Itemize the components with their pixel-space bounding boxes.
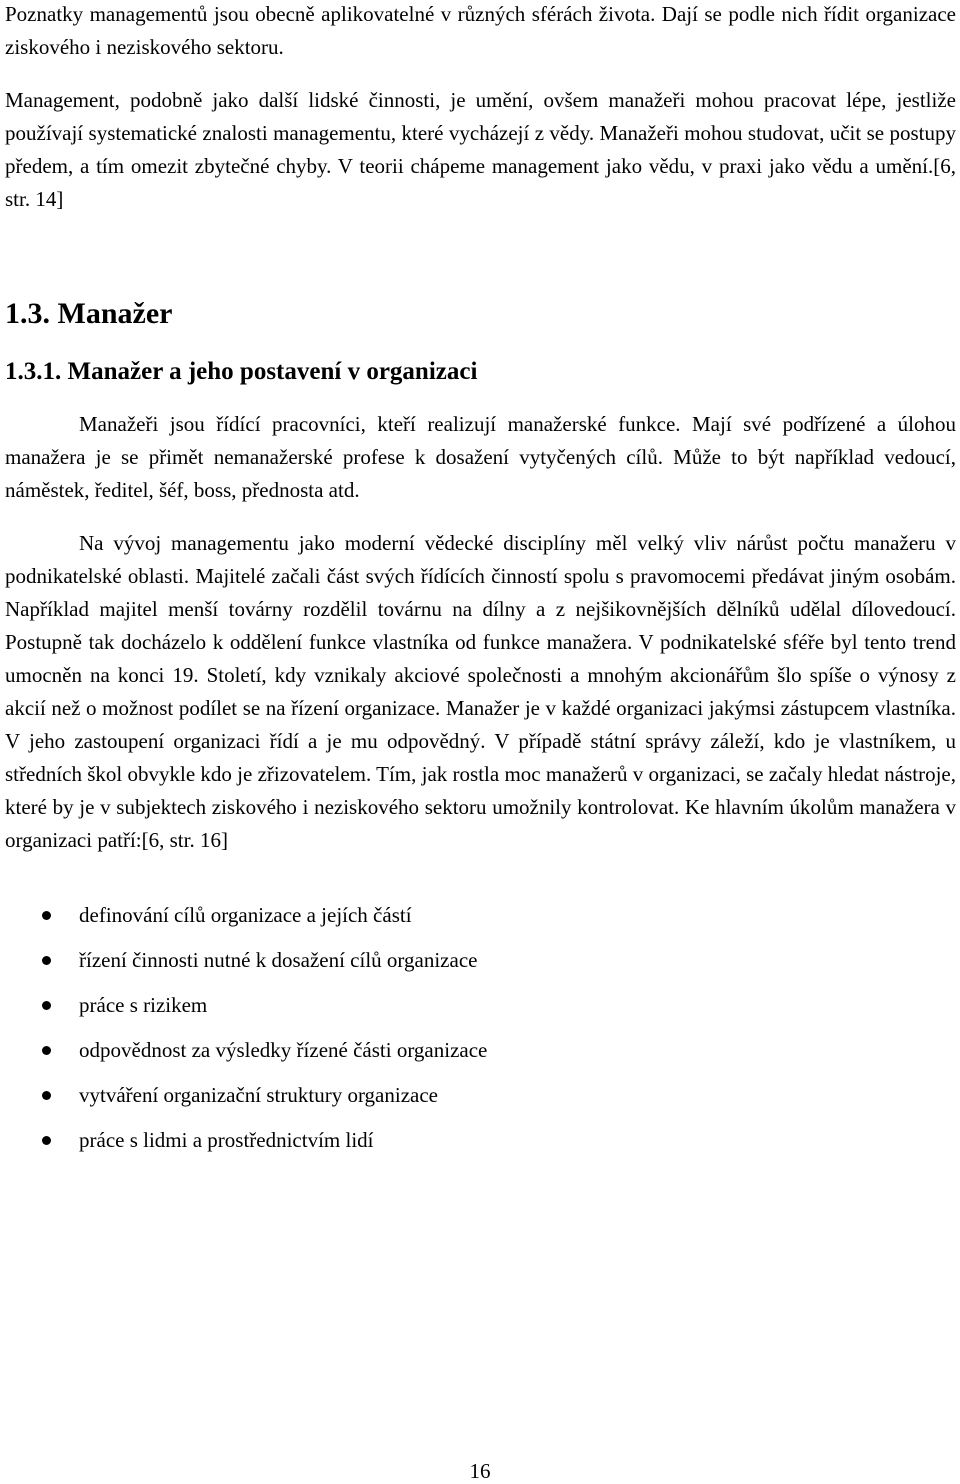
bullet-icon [42, 1046, 51, 1055]
list-item: práce s lidmi a prostřednictvím lidí [5, 1118, 956, 1163]
list-item: práce s rizikem [5, 983, 956, 1028]
document-page [5, 0, 956, 1163]
bullet-icon [42, 1001, 51, 1010]
paragraph-intro: Poznatky managementů jsou obecně aplikovatelné v různých sférách života. Dají se podle nich řídit organizace ziskového i neziskového sektoru. [5, 2, 956, 59]
subsection-heading: 1.3.1. Manažer a jeho postavení v organizaci [5, 358, 478, 385]
paragraph-managers: Manažeři jsou řídící pracovníci, kteří realizují manažerské funkce. Mají své podřízené a úlohou manažera je se přimět nemanažerské profese k dosažení vytyčených cílů. Může to být například vedoucí, náměstek, ředitel, šéf, boss, přednosta atd. [5, 412, 956, 502]
paragraph-management-art: Management, podobně jako další lidské činnosti, je umění, ovšem manažeři mohou pracovat lépe, jestliže používají systematické znalosti managementu, které vycházejí z vědy. Manažeři mohou studovat, učit se postupy předem, a tím omezit zbytečné chyby. V teorii chápeme management jako vědu, v praxi jako vědu a umění.[6, str. 14] [5, 88, 956, 211]
bullet-icon [42, 956, 51, 965]
bullet-list [5, 893, 956, 1163]
list-item: odpovědnost za výsledky řízené části organizace [5, 1028, 956, 1073]
section-heading: 1.3. Manažer [5, 297, 173, 330]
bullet-icon [42, 911, 51, 920]
bullet-icon [42, 1136, 51, 1145]
page-number: 16 [469, 1459, 491, 1483]
list-item: řízení činnosti nutné k dosažení cílů organizace [5, 938, 956, 983]
paragraph-development: Na vývoj managementu jako moderní vědecké disciplíny měl velký vliv nárůst počtu manažeru v podnikatelské oblasti. Majitelé začali část svých řídících činností spolu s pravomocemi předávat jiným osobám. Například majitel menší továrny rozdělil továrnu na dílny a z nejšikovnějších dělníků udělal dílovedoucí. Postupně tak docházelo k oddělení funkce vlastníka od funkce manažera. V podnikatelské sféře byl tento trend umocněn na konci 19. Století, kdy vznikaly akciové společnosti a mnohým akcionářům šlo spíše o výnosy z akcií než o možnost podílet se na řízení organizace. Manažer je v každé organizaci jakýmsi zástupcem vlastníka. V jeho zastoupení organizaci řídí a je mu odpovědný. V případě státní správy záleží, kdo je vlastníkem, u středních škol obvykle kdo je zřizovatelem. Tím, jak rostla moc manažerů v organizaci, se začaly hledat nástroje, které by je v subjektech ziskového i neziskového sektoru umožnily kontrolovat. Ke hlavním úkolům manažera v organizaci patří:[6, str. 16] [5, 531, 956, 852]
bullet-icon [42, 1091, 51, 1100]
list-item: vytváření organizační struktury organizace [5, 1073, 956, 1118]
list-item: definování cílů organizace a jejích částí [5, 893, 956, 938]
